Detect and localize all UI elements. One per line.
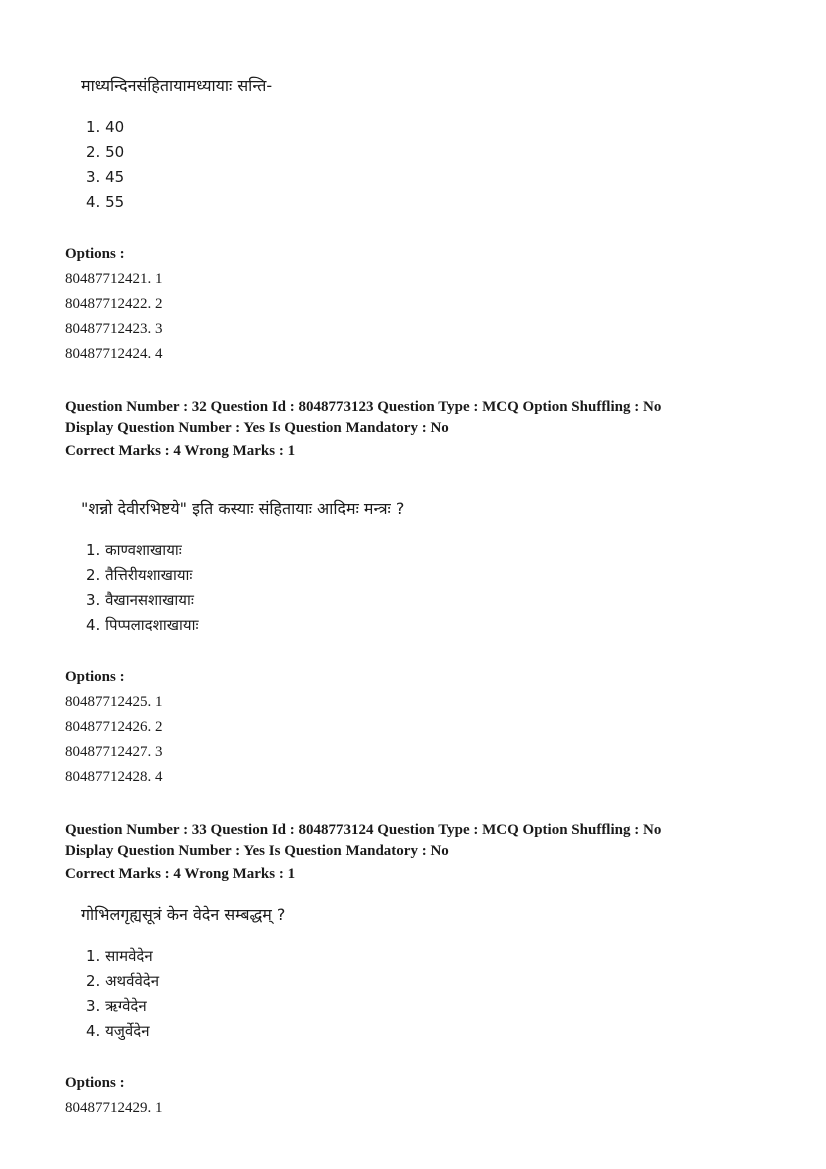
question-meta-line: Display Question Number : Yes Is Question Mandatory : No xyxy=(65,420,449,436)
marks-line: Correct Marks : 4 Wrong Marks : 1 xyxy=(65,866,296,882)
marks-line: Correct Marks : 4 Wrong Marks : 1 xyxy=(65,443,296,459)
choice-item: 3. वैखानसशाखायाः xyxy=(86,591,194,609)
options-label: Options : xyxy=(65,246,125,262)
question-text: गोभिलगृह्यसूत्रं केन वेदेन सम्बद्धम् ? xyxy=(81,905,286,924)
option-item: 80487712423. 3 xyxy=(65,321,163,337)
option-item: 80487712421. 1 xyxy=(65,271,163,287)
choice-item: 2. अथर्ववेदेन xyxy=(86,972,160,990)
choice-item: 4. यजुर्वेदेन xyxy=(86,1022,150,1040)
options-list xyxy=(65,267,163,367)
options-list xyxy=(65,1096,163,1121)
question-meta-line: Question Number : 32 Question Id : 8048773123 Question Type : MCQ Option Shuffling : No xyxy=(65,399,662,415)
choice-item: 3. 45 xyxy=(86,168,125,186)
option-item: 80487712425. 1 xyxy=(65,694,163,710)
choice-list xyxy=(86,538,199,638)
choice-item: 1. सामवेदेन xyxy=(86,947,153,965)
choice-item: 4. 55 xyxy=(86,193,125,211)
options-label: Options : xyxy=(65,669,125,685)
question-meta xyxy=(65,820,661,885)
choice-item: 2. तैत्तिरीयशाखायाः xyxy=(86,566,193,584)
choice-item: 3. ऋग्वेदेन xyxy=(86,997,147,1015)
choice-item: 2. 50 xyxy=(86,143,125,161)
choice-item: 1. 40 xyxy=(86,118,125,136)
question-meta-line: Display Question Number : Yes Is Question Mandatory : No xyxy=(65,843,449,859)
choice-item: 1. काण्वशाखायाः xyxy=(86,541,182,559)
choice-list xyxy=(86,115,124,215)
option-item: 80487712429. 1 xyxy=(65,1100,163,1116)
options-label: Options : xyxy=(65,1075,125,1091)
question-text: "शन्नो देवीरभिष्टये" इति कस्याः संहितायाः आदिमः मन्त्रः ? xyxy=(81,499,405,518)
options-list xyxy=(65,690,163,790)
option-item: 80487712427. 3 xyxy=(65,744,163,760)
choice-item: 4. पिप्पलादशाखायाः xyxy=(86,616,199,634)
option-item: 80487712424. 4 xyxy=(65,346,163,362)
choice-list xyxy=(86,944,159,1044)
option-item: 80487712422. 2 xyxy=(65,296,163,312)
question-meta-line: Question Number : 33 Question Id : 8048773124 Question Type : MCQ Option Shuffling : No xyxy=(65,822,662,838)
question-text: माध्यन्दिनसंहितायामध्यायाः सन्ति- xyxy=(81,76,273,95)
option-item: 80487712426. 2 xyxy=(65,719,163,735)
question-meta xyxy=(65,397,661,462)
option-item: 80487712428. 4 xyxy=(65,769,163,785)
